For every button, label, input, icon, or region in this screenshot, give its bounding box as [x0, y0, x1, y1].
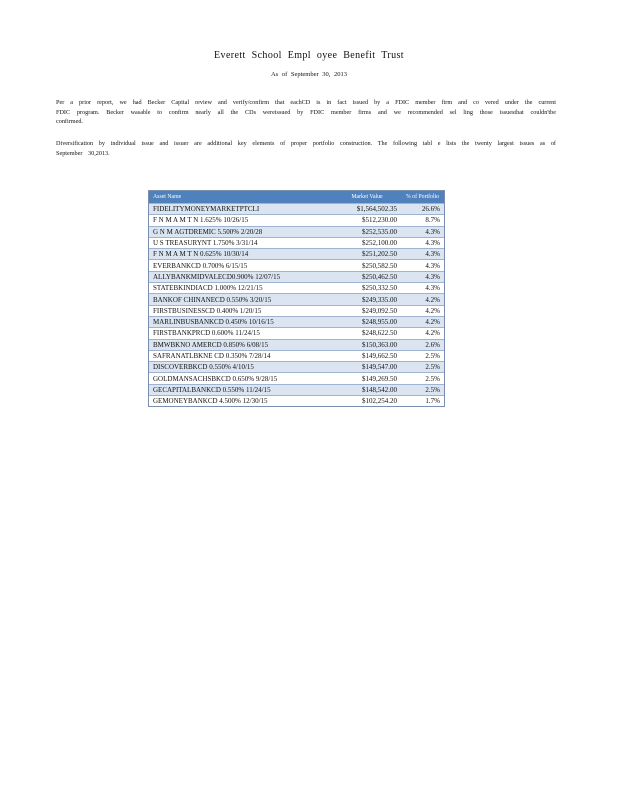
cell-asset-name: FIDELITYMONEYMARKETPTCLI: [149, 204, 333, 215]
paragraph-diversification: Diversification by individual issue and issuer are additional key elements of proper portfolio construction. The following tabl e lists the twenty largest issues as of September 30,2013.: [56, 140, 556, 157]
table-row: [149, 215, 444, 226]
document-subtitle: As of September 30, 2013: [270, 71, 348, 78]
cell-market-value: $149,269.50: [333, 373, 401, 384]
cell-market-value: $251,202.50: [333, 249, 401, 260]
cell-market-value: $149,547.00: [333, 362, 401, 373]
table-header-row: [149, 191, 444, 204]
cell-asset-name: GOLDMANSACHSBKCD 0.650% 9/28/15: [149, 373, 333, 384]
cell-asset-name: FIRSTBUSINESSCD 0.400% 1/20/15: [149, 305, 333, 316]
cell-asset-name: DISCOVERBKCD 0.550% 4/10/15: [149, 362, 333, 373]
cell-market-value: $102,254.20: [333, 396, 401, 407]
table-row: [149, 362, 444, 373]
table-row: [149, 328, 444, 339]
cell-pct-portfolio: 4.2%: [401, 328, 444, 339]
cell-pct-portfolio: 4.2%: [401, 305, 444, 316]
cell-pct-portfolio: 4.3%: [401, 237, 444, 248]
cell-asset-name: EVERBANKCD 0.700% 6/15/15: [149, 260, 333, 271]
cell-asset-name: SAFRANATLBKNE CD 0.350% 7/28/14: [149, 350, 333, 361]
cell-asset-name: F N M A M T N 0.625% 10/30/14: [149, 249, 333, 260]
cell-pct-portfolio: 26.6%: [401, 204, 444, 215]
cell-pct-portfolio: 4.3%: [401, 260, 444, 271]
paragraph-prior-report: Per a prior report, we had Becker Capital review and verify/confirm that eachCD is in fact issued by a FDIC member firm and co vered under the current FDIC program. Becker wasable to confirm nearly all the CDs wereissued by FDIC member firms and we recommended sel ling those issuesthat couldn'tbe confirmed.: [56, 99, 556, 125]
cell-asset-name: STATEBKINDIACD 1.000% 12/21/15: [149, 283, 333, 294]
cell-asset-name: F N M A M T N 1.625% 10/26/15: [149, 215, 333, 226]
table-row: [149, 283, 444, 294]
cell-market-value: $248,955.00: [333, 316, 401, 327]
table-body: [149, 204, 444, 407]
header-pct-portfolio: % of Portfolio: [405, 194, 440, 200]
cell-market-value: $250,332.50: [333, 283, 401, 294]
cell-pct-portfolio: 8.7%: [401, 215, 444, 226]
cell-market-value: $249,335.00: [333, 294, 401, 305]
table-row: [149, 226, 444, 237]
cell-asset-name: G N M AGTDREMIC 5.500% 2/20/28: [149, 226, 333, 237]
cell-market-value: $250,582.50: [333, 260, 401, 271]
cell-pct-portfolio: 2.5%: [401, 362, 444, 373]
cell-market-value: $1,564,502.35: [333, 204, 401, 215]
cell-asset-name: U S TREASURYNT 1.750% 3/31/14: [149, 237, 333, 248]
cell-asset-name: GEMONEYBANKCD 4.500% 12/30/15: [149, 396, 333, 407]
table-row: [149, 271, 444, 282]
cell-pct-portfolio: 1.7%: [401, 396, 444, 407]
cell-asset-name: FIRSTBANKPRCD 0.600% 11/24/15: [149, 328, 333, 339]
cell-pct-portfolio: 4.3%: [401, 271, 444, 282]
cell-market-value: $249,092.50: [333, 305, 401, 316]
table-row: [149, 305, 444, 316]
cell-market-value: $252,535.00: [333, 226, 401, 237]
table-row: [149, 249, 444, 260]
header-market-value: Market Value: [351, 194, 383, 200]
cell-pct-portfolio: 4.3%: [401, 283, 444, 294]
table-row: [149, 339, 444, 350]
table-row: [149, 350, 444, 361]
cell-asset-name: GECAPITALBANKCD 0.550% 11/24/15: [149, 384, 333, 395]
cell-market-value: $150,363.00: [333, 339, 401, 350]
table-row: [149, 396, 444, 407]
cell-market-value: $148,542.00: [333, 384, 401, 395]
cell-asset-name: MARLINBUSBANKCD 0.450% 10/16/15: [149, 316, 333, 327]
cell-pct-portfolio: 2.5%: [401, 350, 444, 361]
cell-asset-name: BANKOF CHINANECD 0.550% 3/20/15: [149, 294, 333, 305]
cell-pct-portfolio: 4.3%: [401, 249, 444, 260]
cell-pct-portfolio: 4.2%: [401, 294, 444, 305]
cell-pct-portfolio: 2.6%: [401, 339, 444, 350]
cell-market-value: $250,462.50: [333, 271, 401, 282]
cell-market-value: $512,230.00: [333, 215, 401, 226]
cell-market-value: $149,662.50: [333, 350, 401, 361]
cell-pct-portfolio: 2.5%: [401, 384, 444, 395]
header-asset-name: Asset Name: [153, 194, 182, 200]
cell-pct-portfolio: 4.2%: [401, 316, 444, 327]
table-row: [149, 204, 444, 215]
cell-pct-portfolio: 2.5%: [401, 373, 444, 384]
cell-market-value: $248,622.50: [333, 328, 401, 339]
table-row: [149, 294, 444, 305]
cell-market-value: $252,100.00: [333, 237, 401, 248]
table-row: [149, 373, 444, 384]
holdings-table: [149, 191, 444, 406]
document-title: Everett School Empl oyee Benefit Trust: [214, 50, 404, 61]
holdings-table-container: [148, 190, 445, 407]
table-row: [149, 384, 444, 395]
table-row: [149, 237, 444, 248]
table-row: [149, 260, 444, 271]
cell-asset-name: ALLYBANKMIDVALECD0.900% 12/07/15: [149, 271, 333, 282]
cell-pct-portfolio: 4.3%: [401, 226, 444, 237]
table-row: [149, 316, 444, 327]
cell-asset-name: BMWBKNO AMERCD 0.850% 6/08/15: [149, 339, 333, 350]
